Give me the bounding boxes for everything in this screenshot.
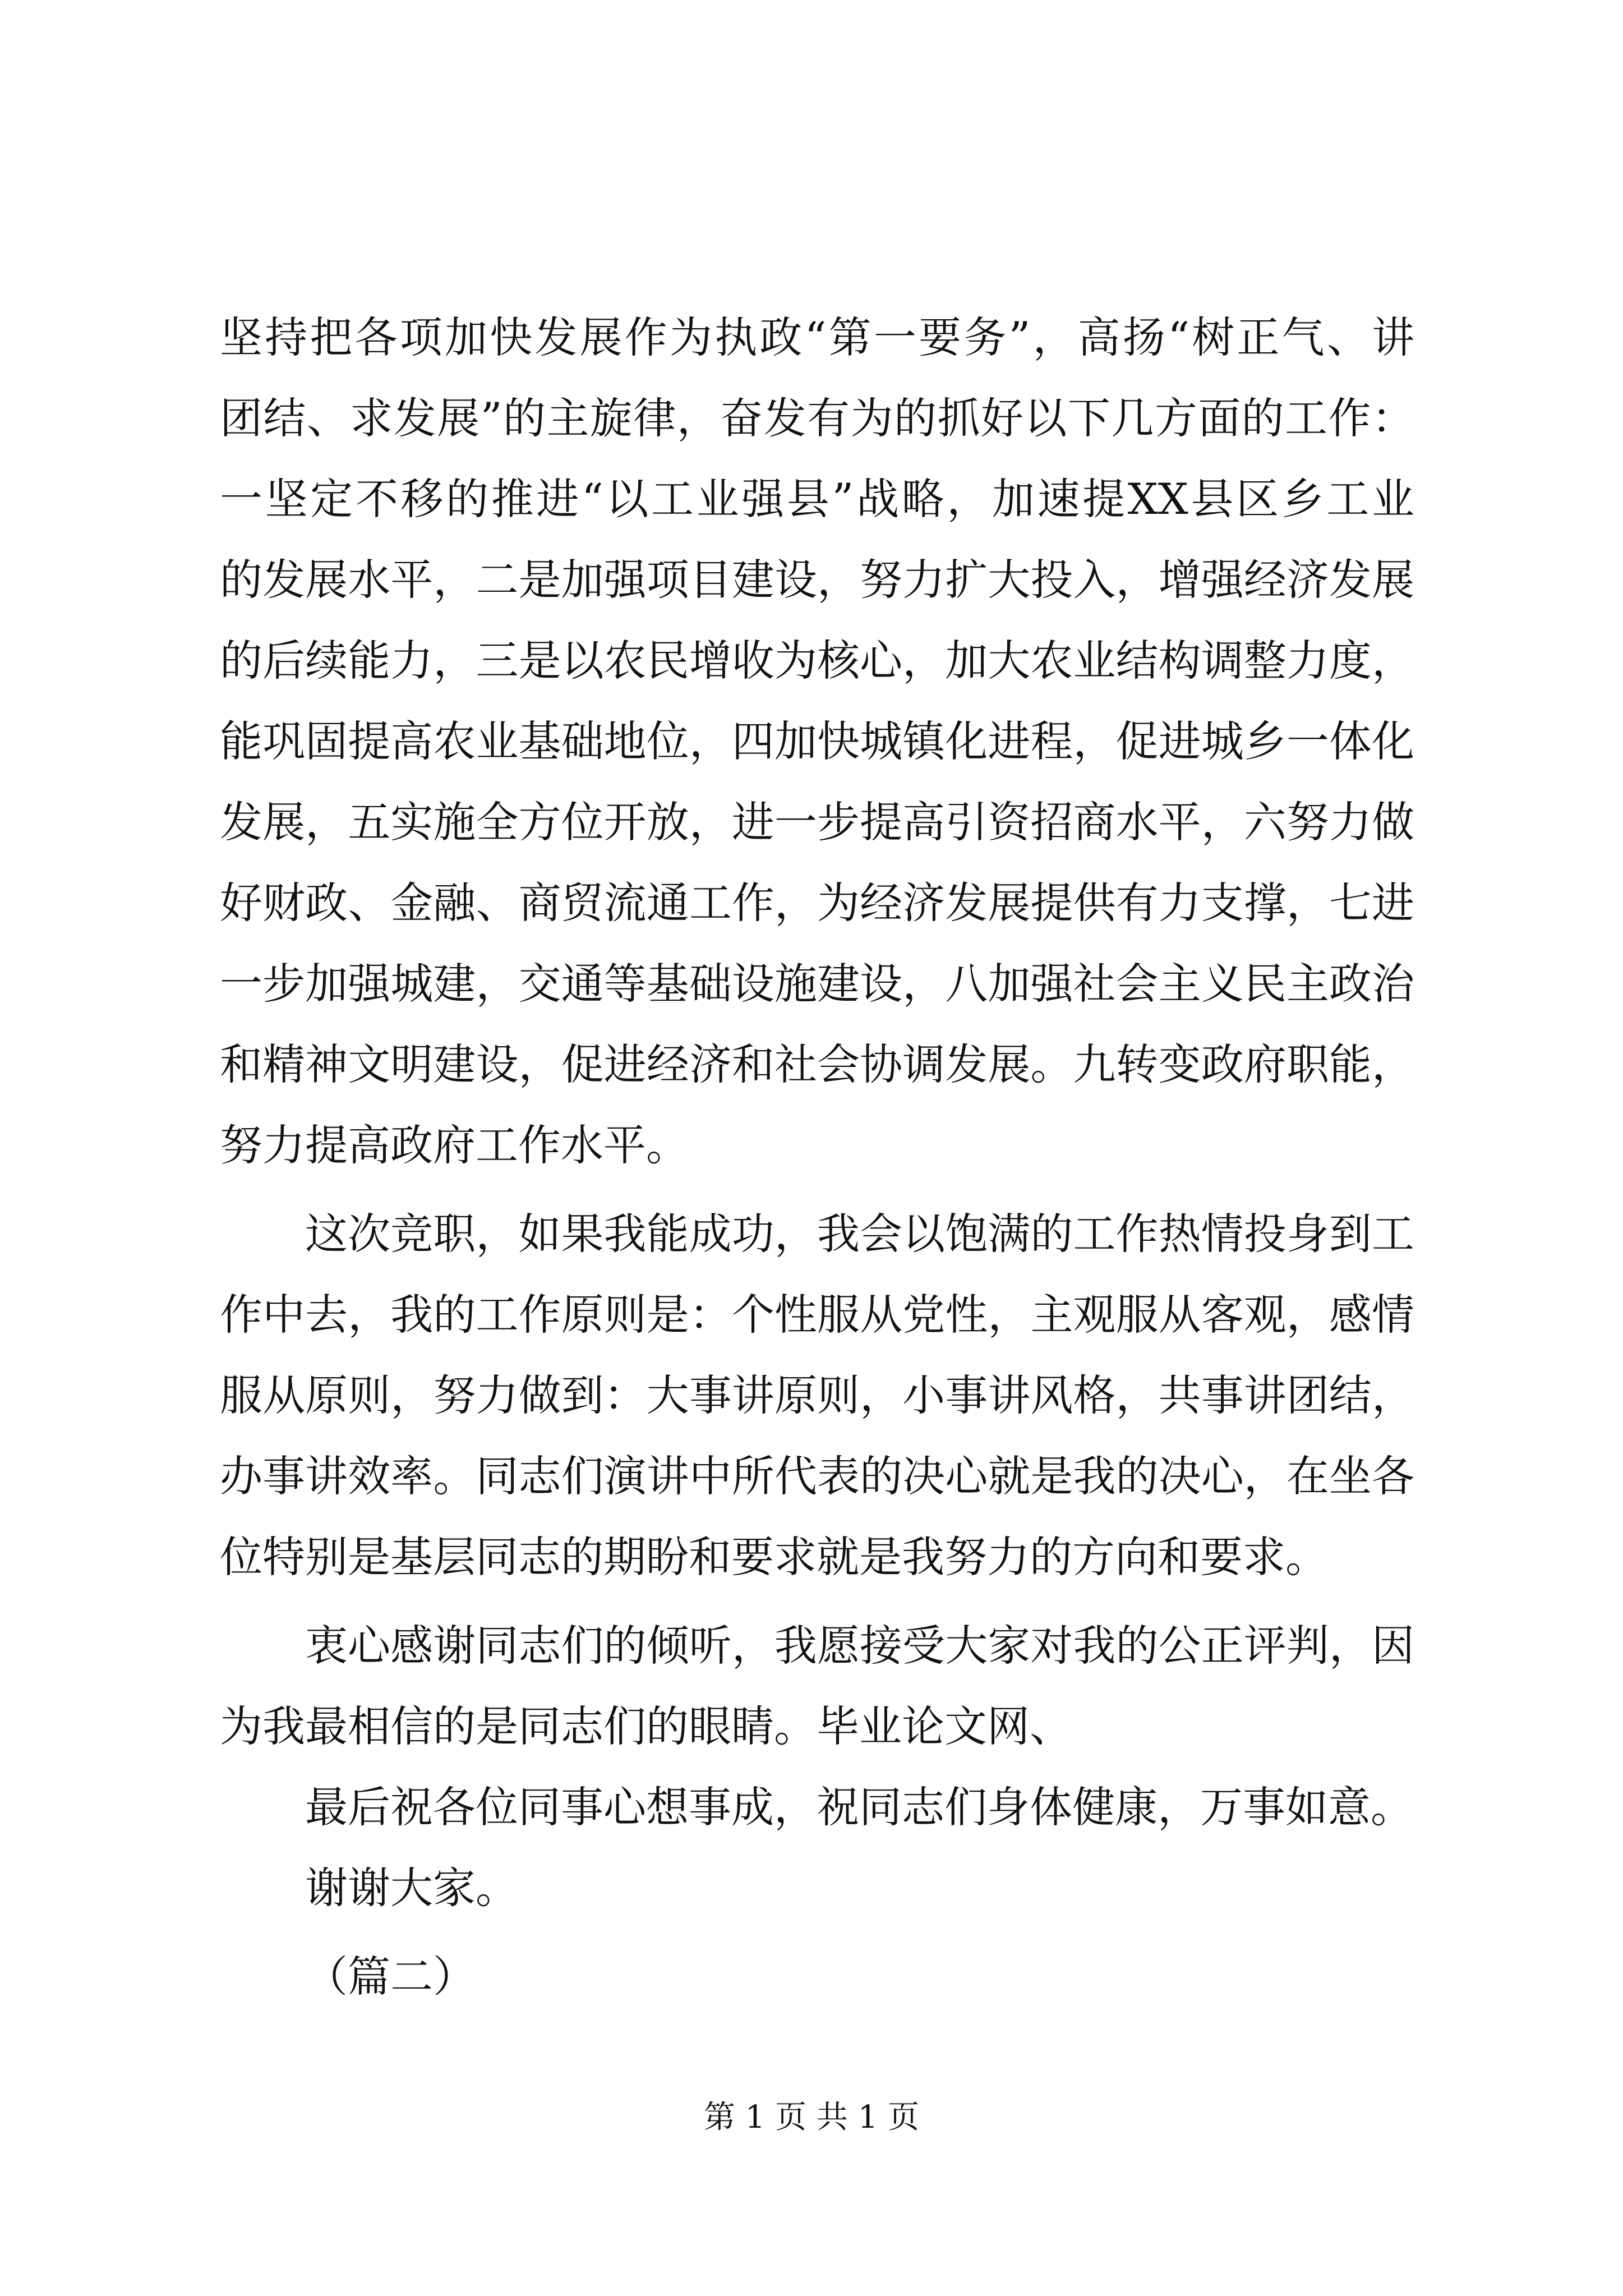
text-line: 衷心感谢同志们的倾听，我愿接受大家对我的公正评判，因 [305,1621,1414,1671]
text-line: 为我最相信的是同志们的眼睛。毕业论文网、 [220,1701,1072,1751]
text-line: 作中去，我的工作原则是：个性服从党性，主观服从客观，感情 [220,1290,1414,1340]
paragraph-thanks [220,1605,1414,1767]
paragraph-work-plan [220,297,1414,1186]
text-line: 发展，五实施全方位开放，进一步提高引资招商水平，六努力做 [220,797,1414,847]
text-line: 努力提高政府工作水平。 [220,1120,689,1170]
text-line: 的后续能力，三是以农民增收为核心，加大农业结构调整力度， [220,636,1414,685]
text-line: 团结、求发展”的主旋律，奋发有为的抓好以下几方面的工作： [220,393,1414,443]
text-line: 办事讲效率。同志们演讲中所代表的决心就是我的决心，在坐各 [220,1451,1414,1501]
text-line: 能巩固提高农业基础地位，四加快城镇化进程，促进城乡一体化 [220,716,1414,766]
paragraph-work-principles [220,1194,1414,1598]
text-line: 的发展水平，二是加强项目建设，努力扩大投入，增强经济发展 [220,555,1414,605]
text-line: 位特别是基层同志的期盼和要求就是我努力的方向和要求。 [220,1532,1328,1582]
text-line: 坚持把各项加快发展作为执政“第一要务”，高扬“树正气、讲 [220,312,1414,362]
document-body [220,297,1414,2017]
text-line: 服从原则，努力做到：大事讲原则，小事讲风格，共事讲团结， [220,1370,1414,1420]
section-heading: （篇二） [305,1952,476,2001]
text-line: 好财政、金融、商贸流通工作，为经济发展提供有力支撑，七进 [220,878,1414,928]
text-line: 谢谢大家。 [305,1863,518,1913]
paragraph-wishes [220,1767,1414,1848]
page-footer: 第 1 页 共 1 页 [703,2099,920,2136]
text-line: 和精神文明建设，促进经济和社会协调发展。九转变政府职能， [220,1039,1414,1089]
text-line: 一步加强城建，交通等基础设施建设，八加强社会主义民主政治 [220,959,1414,1009]
text-line: 最后祝各位同事心想事成，祝同志们身体健康，万事如意。 [305,1782,1413,1832]
text-line: 一坚定不移的推进“以工业强县”战略，加速提XX县区乡工业 [220,474,1414,524]
text-line: 这次竞职，如果我能成功，我会以饱满的工作热情投身到工 [305,1209,1414,1259]
paragraph-closing [220,1848,1414,1929]
